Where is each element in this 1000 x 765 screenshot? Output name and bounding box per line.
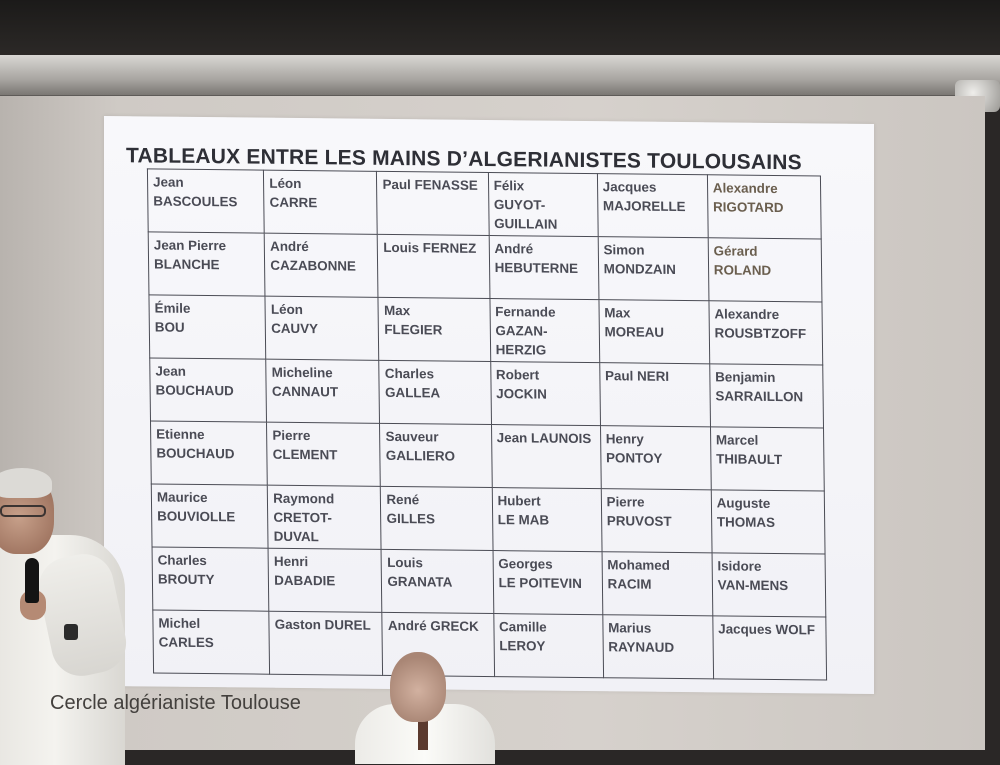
artist-cell: Félix GUYOT- GUILLAIN [488,172,598,236]
table-row [151,421,825,491]
artist-cell: Maurice BOUVIOLLE [151,484,268,548]
table-row [152,547,826,617]
artist-cell: Sauveur GALLIERO [380,423,492,487]
seated-man-head [390,652,446,722]
artist-cell: Émile BOU [149,295,266,359]
artists-table-body [147,169,826,680]
artist-cell: Gaston DUREL [269,611,383,675]
artist-cell: Jean Pierre BLANCHE [148,232,265,296]
artist-cell: Jacques MAJORELLE [597,174,708,238]
artist-cell: Mohamed RACIM [602,552,713,616]
artist-cell: Fernande GAZAN- HERZIG [490,299,600,363]
artist-cell: Jean BOUCHAUD [150,358,267,422]
slide-title: TABLEAUX ENTRE LES MAINS D’ALGERIANISTES TOULOUSAINS [126,144,802,175]
table-row [151,484,825,554]
artist-cell: Alexandre ROUSBTZOFF [709,301,823,365]
table-row [147,169,821,239]
artist-cell: Jean LAUNOIS [491,425,601,489]
artist-cell: Isidore VAN-MENS [712,553,826,617]
artist-cell: Micheline CANNAUT [266,359,380,423]
artist-cell: Gérard ROLAND [708,238,822,302]
projected-slide [104,116,874,694]
artist-cell: Max MOREAU [599,300,710,364]
artist-cell: Louis FERNEZ [378,234,490,298]
projector-screen-housing [0,55,1000,97]
artist-cell: André CAZABONNE [264,233,378,297]
artist-cell: Michel CARLES [153,610,270,674]
artist-cell: Pierre PRUVOST [601,489,712,553]
table-row [150,358,824,428]
ceiling [0,0,1000,60]
speaker-hair [0,468,52,498]
microphone [25,558,39,603]
artist-cell: Jacques WOLF [713,616,827,680]
artist-cell: Simon MONDZAIN [598,237,709,301]
artist-cell: Hubert LE MAB [492,488,602,552]
artist-cell: Jean BASCOULES [147,169,264,233]
artist-cell: Louis GRANATA [382,549,494,613]
artist-cell: Henry PONTOY [600,426,711,490]
artist-cell: Léon CAUVY [265,296,379,360]
artist-cell: Charles BROUTY [152,547,269,611]
artist-cell: Paul FENASSE [377,171,489,235]
artist-cell: Paul NERI [599,363,710,427]
artist-cell: Marcel THIBAULT [710,427,824,491]
artists-table [147,168,827,680]
speaker-glasses [0,505,46,517]
artist-cell: Max FLEGIER [378,297,490,361]
artist-cell: Georges LE POITEVIN [493,551,603,615]
artist-cell: Benjamin SARRAILLON [709,364,823,428]
artist-cell: Auguste THOMAS [711,490,825,554]
watermark: Cercle algérianiste Toulouse [50,692,301,714]
artist-cell: Alexandre RIGOTARD [707,175,821,239]
artist-cell: René GILLES [381,486,493,550]
table-row [153,610,827,680]
table-row [149,295,823,365]
artist-cell: Pierre CLEMENT [267,422,381,486]
artist-cell: Raymond CRETOT- DUVAL [268,485,382,549]
artist-cell: Robert JOCKIN [490,362,600,426]
artist-cell: André GRECK [382,612,494,676]
artist-cell: André HEBUTERNE [489,235,599,299]
wristwatch [64,624,78,640]
table-row [148,232,822,302]
artist-cell: Etienne BOUCHAUD [151,421,268,485]
artist-cell: Marius RAYNAUD [602,615,713,679]
artist-cell: Camille LEROY [493,614,603,678]
artist-cell: Léon CARRE [264,170,378,234]
artist-cell: Henri DABADIE [268,548,382,612]
artist-cell: Charles GALLEA [379,360,491,424]
